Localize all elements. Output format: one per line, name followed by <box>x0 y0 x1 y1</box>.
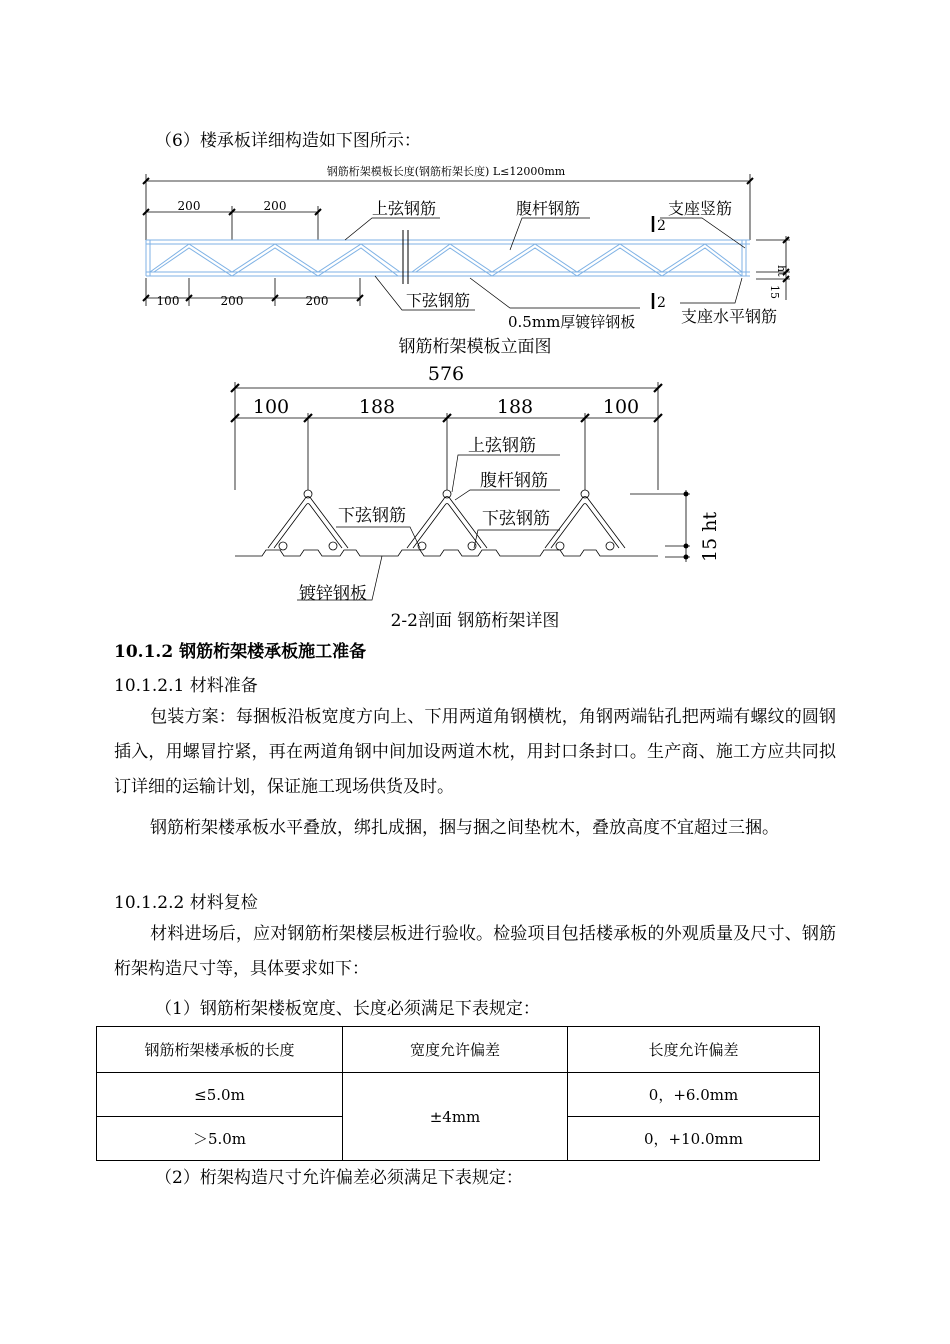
paragraph-stacking: 钢筋桁架楼承板水平叠放，绑扎成捆，捆与捆之间垫枕木，叠放高度不宜超过三捆。 <box>150 818 779 838</box>
side-dim-label: 15 ht <box>699 511 721 562</box>
dim-top-2: 200 <box>263 199 287 213</box>
dim-top-1: 200 <box>177 199 201 213</box>
figure1-caption: 钢筋桁架模板立面图 <box>398 337 552 357</box>
item-1: （1）钢筋桁架楼板宽度、长度必须满足下表规定： <box>155 999 540 1019</box>
label-top-chord-section: 上弦钢筋 <box>468 436 536 456</box>
dim-1: 100 <box>252 396 290 418</box>
heading-10-1-2-2: 10.1.2.2 材料复检 <box>114 893 258 913</box>
total-length-label: 钢筋桁架模板长度(钢筋桁架长度) L≤12000mm <box>326 165 566 178</box>
label-web: 腹杆钢筋 <box>516 199 581 218</box>
table-header-cell: 长度允许偏差 <box>568 1027 820 1073</box>
table-cell-length: ≤5.0m <box>97 1073 343 1117</box>
label-plate: 0.5mm厚镀锌钢板 <box>508 313 636 331</box>
table-header-cell: 钢筋桁架楼承板的长度 <box>97 1027 343 1073</box>
section-mark-bottom: 2 <box>657 295 666 311</box>
label-web-section: 腹杆钢筋 <box>480 471 548 491</box>
paragraph-packaging: 包装方案：每捆板沿板宽度方向上、下用两道角钢横枕，角钢两端钻孔把两端有螺纹的圆钢插入，用螺冒拧紧，再在两道角钢中间加设两道木枕，用封口条封口。生产商、施工方应共同拟订详细的运输计划，保证施工现场供货及时。 <box>114 707 836 797</box>
label-top-chord: 上弦钢筋 <box>372 199 437 218</box>
label-bottom-chord: 下弦钢筋 <box>406 291 471 310</box>
tolerance-table <box>96 1026 820 1161</box>
heading-10-1-2: 10.1.2 钢筋桁架楼承板施工准备 <box>114 642 367 662</box>
dim-2: 188 <box>358 396 396 418</box>
label-support-horizontal: 支座水平钢筋 <box>681 307 778 326</box>
table-header-cell: 宽度允许偏差 <box>343 1027 568 1073</box>
dim-bottom-1: 100 <box>156 294 180 308</box>
heading-10-1-2-1: 10.1.2.1 材料准备 <box>114 676 258 696</box>
dim-3: 188 <box>496 396 534 418</box>
figure2-caption: 2-2剖面 钢筋桁架详图 <box>390 611 560 631</box>
dim-bottom-2: 200 <box>220 294 244 308</box>
table-cell-width-tol: ±4mm <box>343 1073 568 1161</box>
item-2: （2）桁架构造尺寸允许偏差必须满足下表规定： <box>155 1168 523 1188</box>
table-cell-length-tol: 0，+10.0mm <box>568 1117 820 1161</box>
section-mark-top: 2 <box>657 218 666 234</box>
paragraph-inspection: 材料进场后，应对钢筋桁架楼层板进行验收。检验项目包括楼承板的外观质量及尺寸、钢筋桁架构造尺寸等，具体要求如下： <box>114 924 836 979</box>
label-bottom-chord-right: 下弦钢筋 <box>482 509 550 529</box>
table-header-row <box>97 1027 820 1073</box>
truss-section-figure <box>0 0 950 640</box>
label-galvanized-plate: 镀锌钢板 <box>299 584 367 604</box>
total-dim: 576 <box>427 363 465 385</box>
dim-4: 100 <box>602 396 640 418</box>
table-row <box>97 1073 820 1117</box>
table-cell-length: ＞5.0m <box>97 1117 343 1161</box>
label-bottom-chord-left: 下弦钢筋 <box>338 506 406 526</box>
cover-label: 15 <box>768 285 781 299</box>
height-label: ht <box>775 265 788 277</box>
label-support-vertical: 支座竖筋 <box>668 199 733 218</box>
table-cell-length-tol: 0，+6.0mm <box>568 1073 820 1117</box>
figure-intro: （6）楼承板详细构造如下图所示： <box>155 131 421 151</box>
dim-bottom-3: 200 <box>305 294 329 308</box>
